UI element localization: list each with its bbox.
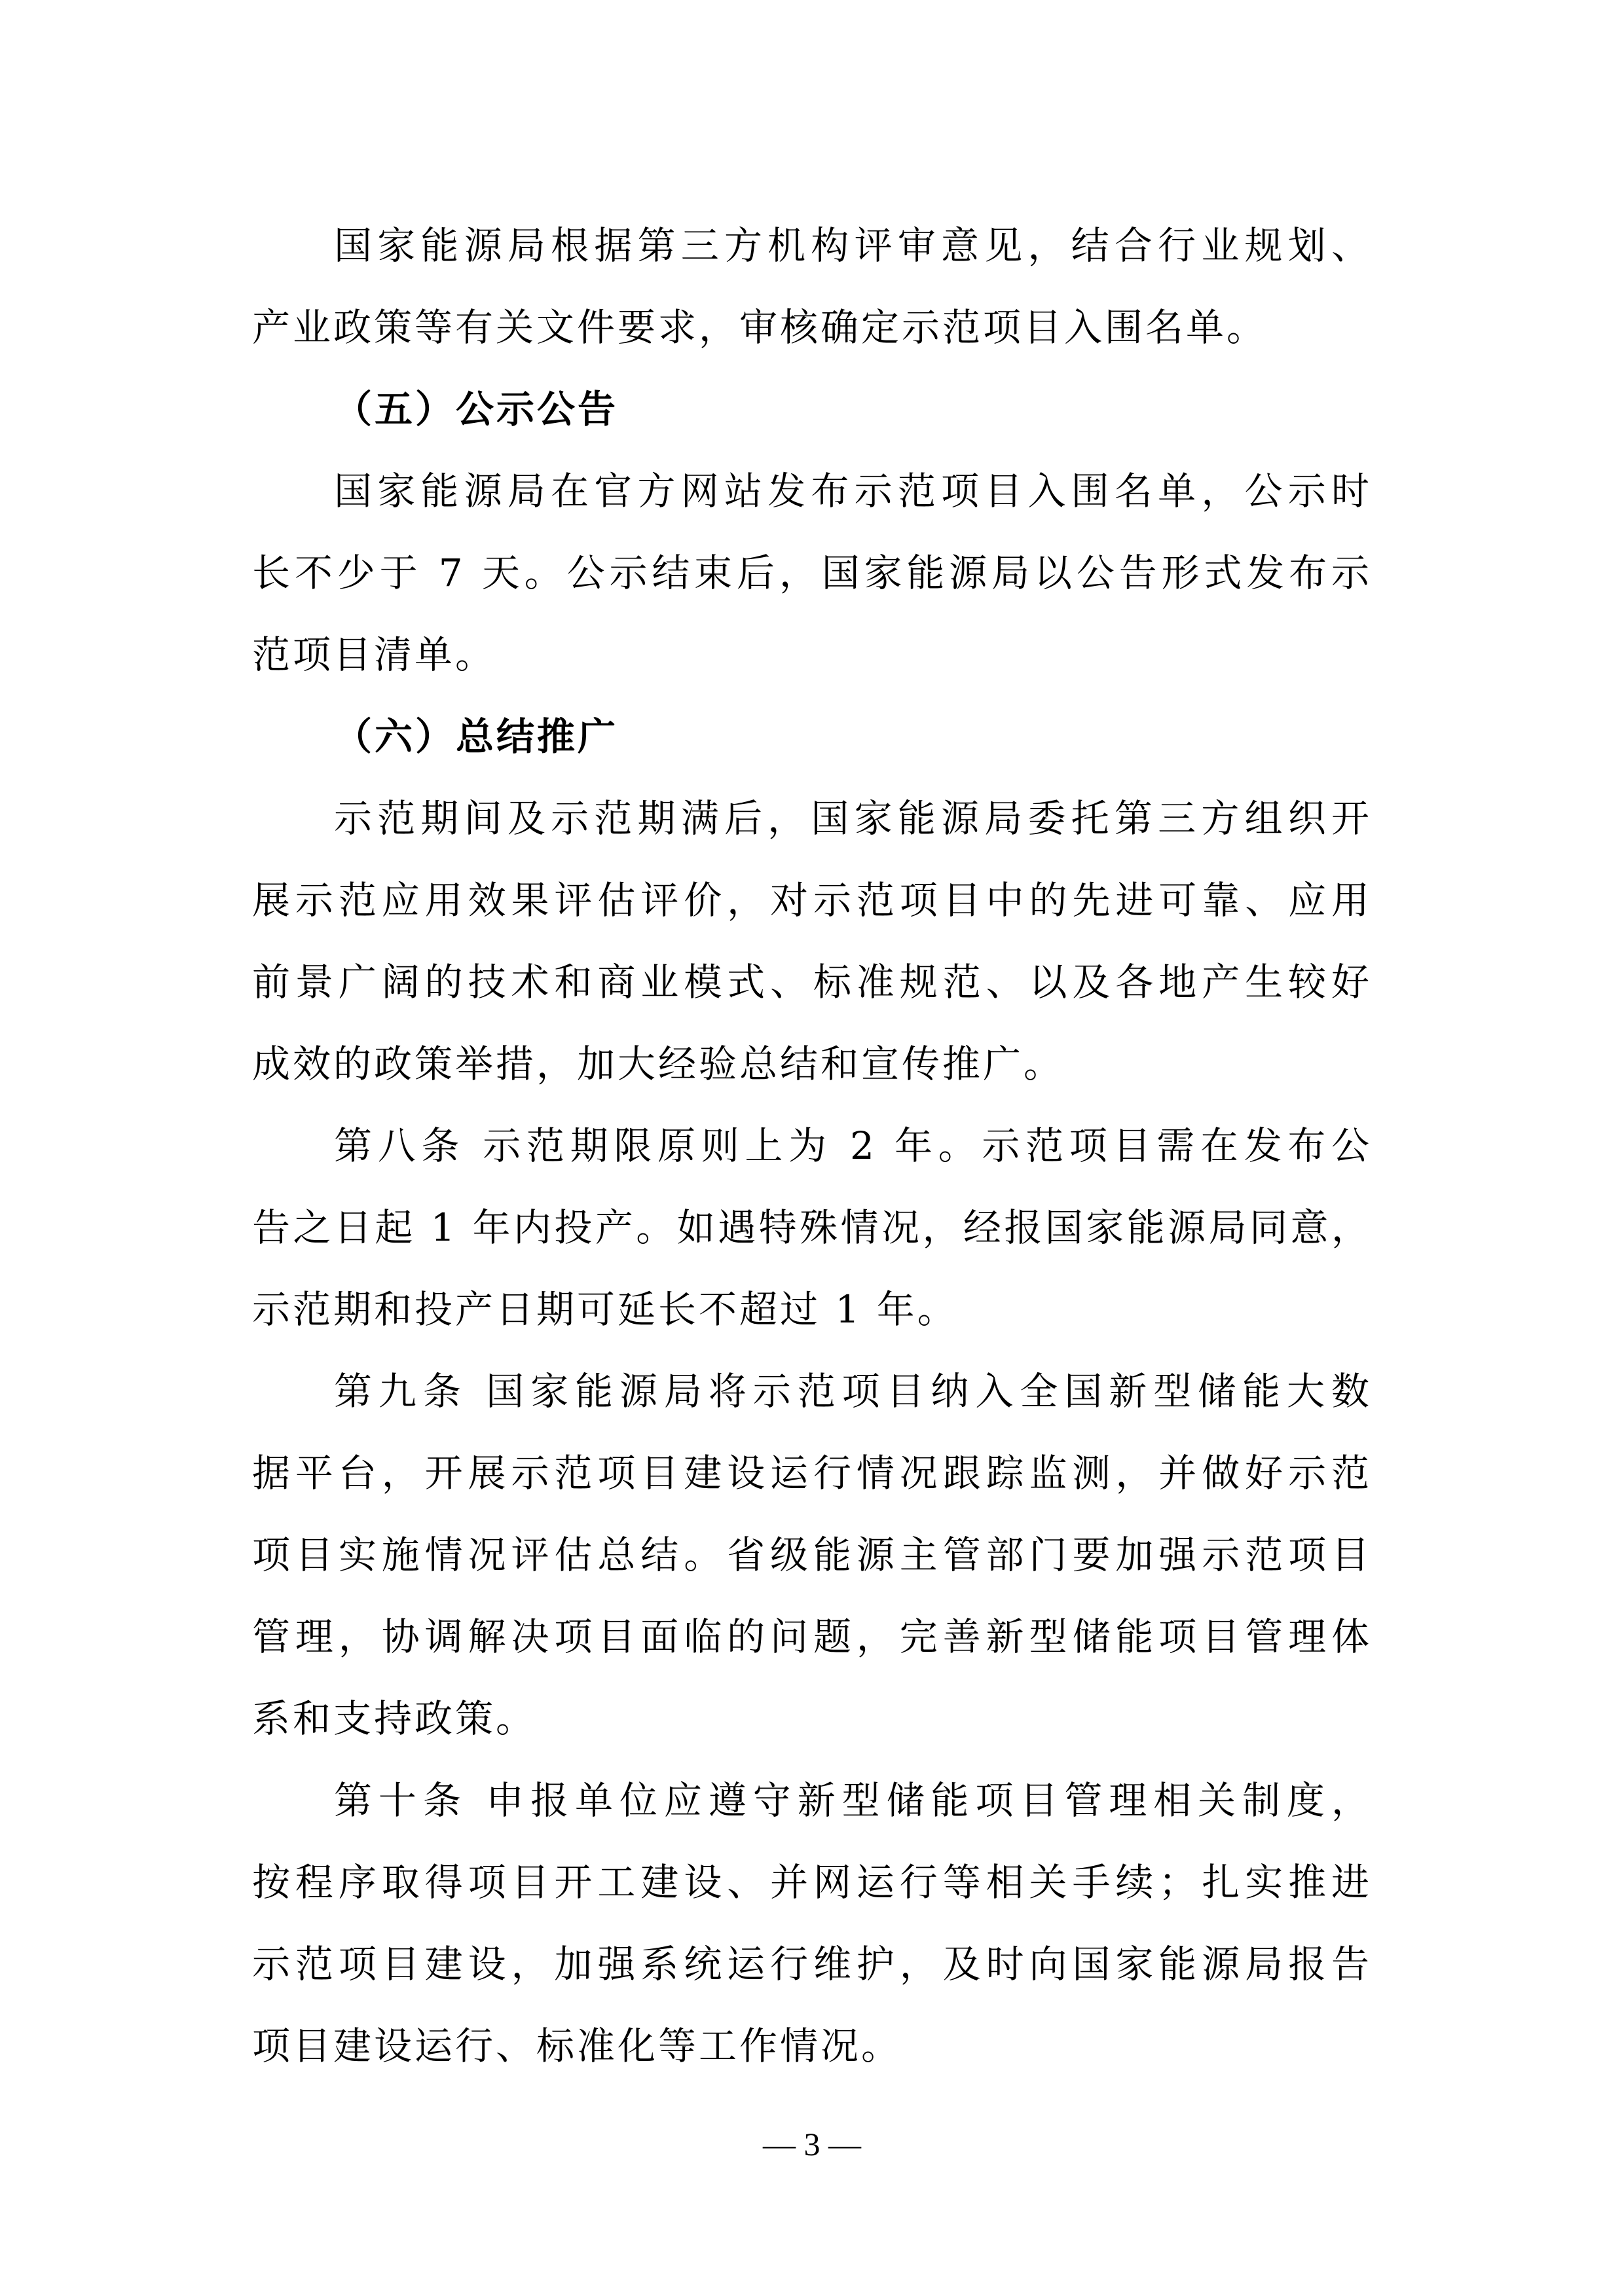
paragraph-line: 示范期间及示范期满后，国家能源局委托第三方组织开 — [334, 796, 1372, 841]
paragraph-line: 示范期和投产日期可延长不超过 1 年。 — [252, 1287, 958, 1332]
paragraph-line: 成效的政策举措，加大经验总结和宣传推广。 — [252, 1042, 1065, 1086]
section-heading: （五）公示公告 — [334, 387, 619, 431]
paragraph-line: 项目建设运行、标准化等工作情况。 — [252, 2024, 902, 2068]
paragraph-line: 前景广阔的技术和商业模式、标准规范、以及各地产生较好 — [252, 960, 1372, 1004]
paragraph-line: 管理，协调解决项目面临的问题，完善新型储能项目管理体 — [252, 1614, 1372, 1659]
paragraph-line: 长不少于 7 天。公示结束后，国家能源局以公告形式发布示 — [252, 551, 1372, 595]
paragraph-line: 展示范应用效果评估评价，对示范项目中的先进可靠、应用 — [252, 878, 1372, 922]
paragraph-line: 产业政策等有关文件要求，审核确定示范项目入围名单。 — [252, 305, 1268, 350]
paragraph-line: 告之日起 1 年内投产。如遇特殊情况，经报国家能源局同意， — [252, 1205, 1372, 1250]
paragraph-line: 据平台，开展示范项目建设运行情况跟踪监测，并做好示范 — [252, 1451, 1372, 1495]
paragraph-line: 系和支持政策。 — [252, 1696, 537, 1741]
article-line: 第八条 示范期限原则上为 2 年。示范项目需在发布公 — [334, 1123, 1372, 1168]
paragraph-line: 国家能源局在官方网站发布示范项目入围名单，公示时 — [334, 469, 1372, 513]
article-line: 第九条 国家能源局将示范项目纳入全国新型储能大数 — [334, 1369, 1372, 1413]
article-line: 第十条 申报单位应遵守新型储能项目管理相关制度， — [334, 1778, 1372, 1823]
page-number: — 3 — — [763, 2126, 861, 2162]
paragraph-line: 范项目清单。 — [252, 632, 496, 677]
paragraph-line: 项目实施情况评估总结。省级能源主管部门要加强示范项目 — [252, 1533, 1372, 1577]
section-heading: （六）总结推广 — [334, 714, 619, 759]
paragraph-line: 按程序取得项目开工建设、并网运行等相关手续；扎实推进 — [252, 1860, 1372, 1904]
paragraph-line: 示范项目建设，加强系统运行维护，及时向国家能源局报告 — [252, 1942, 1372, 1986]
paragraph-line: 国家能源局根据第三方机构评审意见，结合行业规划、 — [334, 223, 1372, 268]
